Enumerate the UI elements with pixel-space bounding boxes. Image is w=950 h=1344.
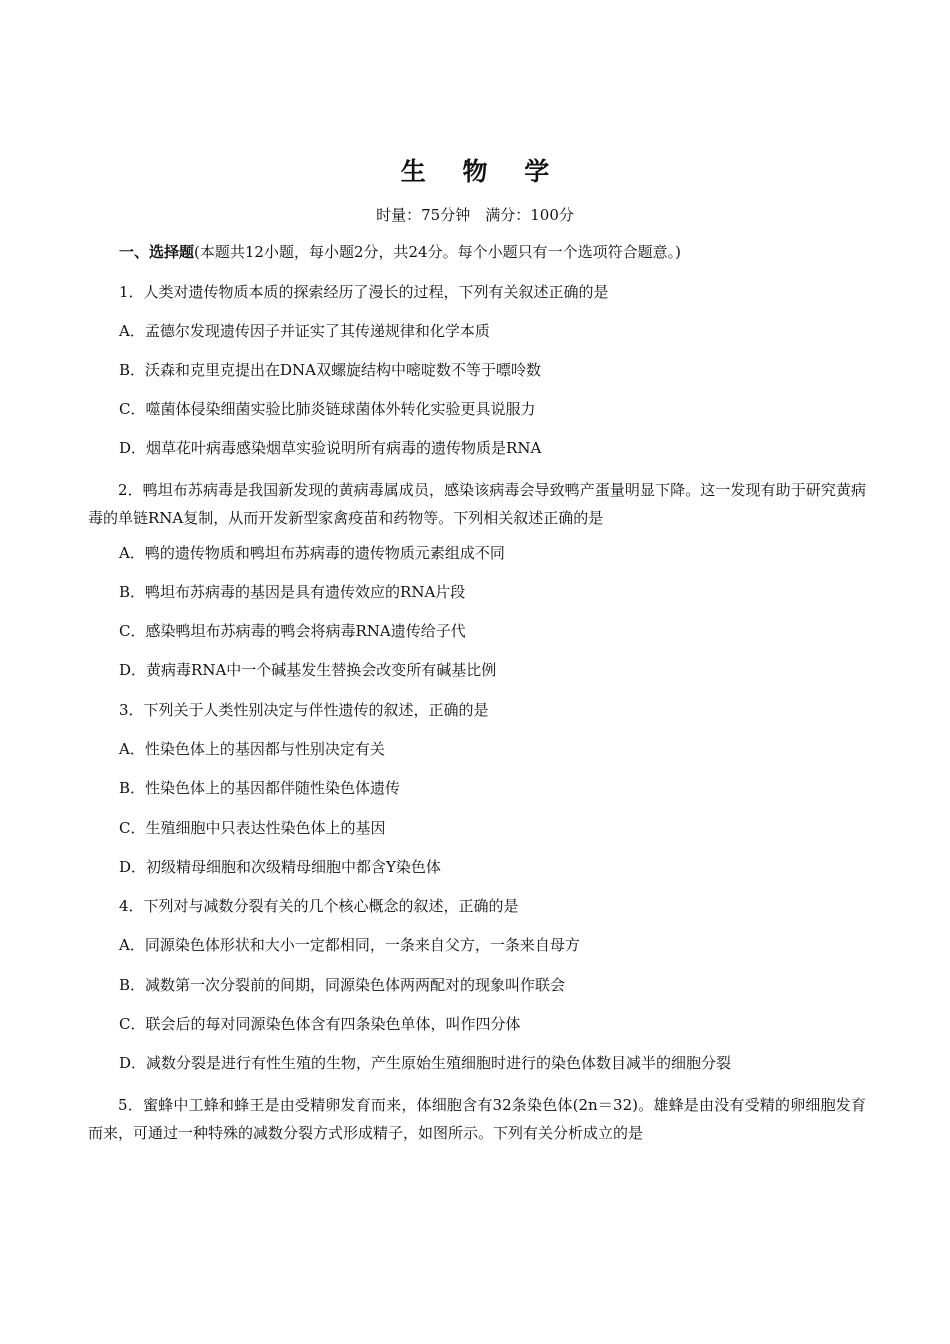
question-4-stem: 4．下列对与减数分裂有关的几个核心概念的叙述，正确的是	[119, 897, 519, 915]
question-2-stem: 2．鸭坦布苏病毒是我国新发现的黄病毒属成员，感染该病毒会导致鸭产蛋量明显下降。这一发现有助于研究黄病毒的单链RNA复制，从而开发新型家禽疫苗和药物等。下列相关叙述正确的是	[88, 481, 866, 527]
question-3-option-b: B．性染色体上的基因都伴随性染色体遗传	[119, 779, 401, 797]
question-4-option-b: B．减数第一次分裂前的间期，同源染色体两两配对的现象叫作联会	[119, 976, 566, 994]
section-heading	[119, 242, 681, 262]
question-4-option-a: A．同源染色体形状和大小一定都相同，一条来自父方，一条来自母方	[119, 936, 580, 954]
page-title: 生 物 学	[400, 157, 564, 186]
question-3-option-d: D．初级精母细胞和次级精母细胞中都含Y染色体	[119, 858, 441, 876]
question-2-option-d: D．黄病毒RNA中一个碱基发生替换会改变所有碱基比例	[119, 661, 497, 679]
question-2-option-a: A．鸭的遗传物质和鸭坦布苏病毒的遗传物质元素组成不同	[119, 544, 505, 562]
question-3-option-c: C．生殖细胞中只表达性染色体上的基因	[119, 819, 386, 837]
question-3-stem: 3．下列关于人类性别决定与伴性遗传的叙述，正确的是	[119, 701, 489, 719]
question-1-option-a: A．孟德尔发现遗传因子并证实了其传递规律和化学本质	[119, 322, 490, 340]
question-2-option-c: C．感染鸭坦布苏病毒的鸭会将病毒RNA遗传给子代	[119, 622, 466, 640]
question-4-option-d: D．减数分裂是进行有性生殖的生物，产生原始生殖细胞时进行的染色体数目减半的细胞分裂	[119, 1054, 732, 1072]
question-1-option-d: D．烟草花叶病毒感染烟草实验说明所有病毒的遗传物质是RNA	[119, 439, 542, 457]
section-label: 一、选择题	[119, 243, 195, 261]
section-note: (本题共12小题，每小题2分，共24分。每个小题只有一个选项符合题意。)	[194, 243, 681, 261]
exam-meta: 时量：75分钟 满分：100分	[376, 206, 574, 224]
question-5-stem: 5．蜜蜂中工蜂和蜂王是由受精卵发育而来，体细胞含有32条染色体(2n＝32)。雄蜂是由没有受精的卵细胞发育而来，可通过一种特殊的减数分裂方式形成精子，如图所示。下列有关分析成立的是	[88, 1096, 866, 1142]
question-2-option-b: B．鸭坦布苏病毒的基因是具有遗传效应的RNA片段	[119, 583, 466, 601]
question-1-option-b: B．沃森和克里克提出在DNA双螺旋结构中嘧啶数不等于嘌呤数	[119, 361, 542, 379]
question-3-option-a: A．性染色体上的基因都与性别决定有关	[119, 740, 385, 758]
question-1-stem: 1．人类对遗传物质本质的探索经历了漫长的过程，下列有关叙述正确的是	[119, 283, 609, 301]
question-4-option-c: C．联会后的每对同源染色体含有四条染色单体，叫作四分体	[119, 1015, 521, 1033]
question-1-option-c: C．噬菌体侵染细菌实验比肺炎链球菌体外转化实验更具说服力	[119, 400, 536, 418]
